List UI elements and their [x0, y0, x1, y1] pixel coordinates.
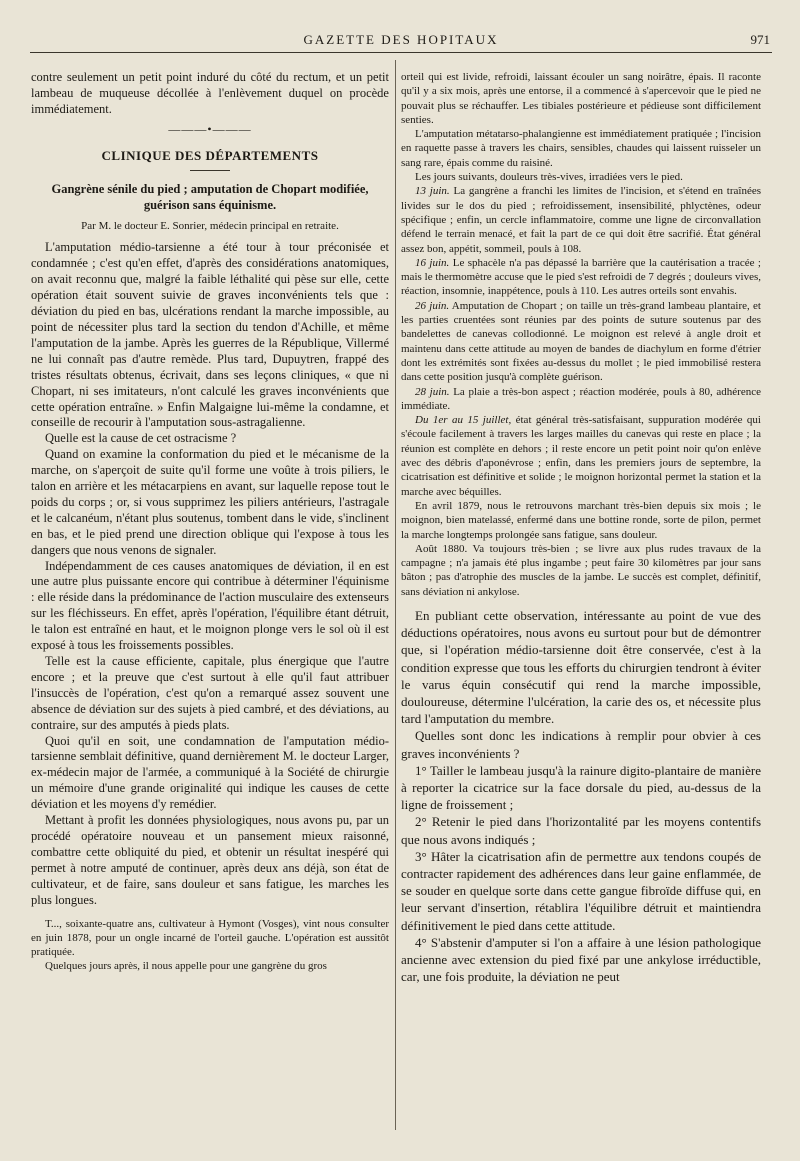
observation-paragraph	[401, 299, 761, 385]
body-paragraph: Quelle est la cause de cet ostracisme ?	[45, 431, 237, 446]
observation-date: 26 juin.	[415, 299, 450, 312]
body-paragraph: Indépendamment de ces causes anatomiques de déviation, il en est une autre plus puissante encore qui contribue à déterminer l'équinisme : elle réside dans la prédominance de l'action musculaire des extenseurs sur les fléchisseurs. En effet, après l'opération, l'équilibre étant détruit, le talon est entraîné en haut, et le moignon plonge vers le sol où il est exposé à tous les froissements possibles.	[31, 558, 389, 653]
observation-paragraph: Août 1880. Va toujours très-bien ; se livre aux plus rudes travaux de la campagne ; n'a jamais été plus ingambe ; peut faire 30 kilomètres par jour sans bâton ; pas d'atrophie des muscles de la jambe. Le succès est complet, définitif, sans déviation ni ankylose.	[401, 542, 761, 598]
observation-date: Du 1er au 15 juillet,	[415, 414, 512, 427]
observation-paragraph	[401, 413, 761, 499]
observation-paragraph	[401, 256, 761, 299]
indication-item: 4° S'abstenir d'amputer si l'on a affaire à une lésion pathologique ancienne avec extension du pied fixé par une ankylose irréductible, car, une fois produite, la déviation ne peut	[401, 934, 761, 985]
observation-date: 13 juin.	[415, 185, 450, 198]
observation-text: Le sphacèle n'a pas dépassé la barrière que la cautérisation a tracée ; mais le thermomètre accuse que le pied s'est refroidi de 7 degrés ; douleurs vives, réaction, insomnie, inappétence, pouls à 110. Les autres orteils sont envahis.	[401, 256, 761, 298]
page-header	[30, 30, 772, 53]
section-ornament: ———•———	[168, 121, 252, 136]
observation-date: 28 juin.	[415, 385, 450, 398]
left-column	[31, 70, 389, 974]
observation-date: 16 juin.	[415, 256, 450, 269]
intro-paragraph: contre seulement un petit point induré du côté du rectum, et un petit lambeau de muqueuse décollée à l'enlèvement duquel on procède immédiatement.	[31, 70, 389, 116]
indication-item: 3° Hâter la cicatrisation afin de permettre aux tendons coupés de contracter rapidement des adhérences dans leur gaine enflammée, de se souder en quelque sorte dans cette gangue fibroïde diffuse qui, en leur servant d'insertion, rétablira l'équilibre détruit et maintiendra définitivement le pied dans cette attitude.	[401, 848, 761, 933]
body-paragraph: En publiant cette observation, intéressante au point de vue des déductions opératoires, nous avons eu surtout pour but de démontrer que, si l'opération médio-tarsienne doit être conservée, c'est à la condition expresse que tous les efforts du chirurgien tendront à éviter le varus équin consécutif qui rend la marche impossible, douloureuse, détermine l'ulcération, la carie des os, et nécessite plus tard l'amputation du membre.	[401, 607, 761, 727]
body-paragraph: Mettant à profit les données physiologiques, nous avons pu, par un procédé opératoire nouveau et un pansement mieux raisonné, combattre cette obliquité du pied, et obtenir un résultat inespéré qui permet à notre amputé de continuer, après deux ans déjà, son état de cultivateur, et de faire, sans douleur et sans fatigue, les marches les plus longues.	[31, 813, 389, 907]
column-divider	[395, 60, 396, 1130]
observation-paragraph: L'amputation métatarso-phalangienne est immédiatement pratiquée ; l'incision en raquette passe à travers les chairs, sensibles, chaudes qui laissent ruisseler un sang rare, épais comme du raisiné.	[401, 128, 761, 169]
observation-text: état général très-satisfaisant, suppuration modérée qui s'écoule facilement à travers les larges mailles du canevas qui reste en place ; la réunion est complète en dehors ; il reste encore un petit point noir qu'on enlève avec des débris d'aponévrose ; enfin, dans les premiers jours de septembre, la cicatrisation est définitive et solide ; le moignon horizontal permet la station et la marche avec béquilles.	[401, 414, 761, 498]
observation-paragraph	[401, 184, 761, 255]
section-rule	[190, 170, 230, 171]
observation-text: La gangrène a franchi les limites de l'incision, et s'étend en traînées livides sur le dos du pied ; refroidissement, insensibilité, phlyctènes, odeur spécifique ; enfin, un cercle inflammatoire, comme une ligne de circonvallation défend le terrain menacé, et fait la part de ce qui doit être sacrifié. État général assez bon, appétit, sommeil, pouls à 108.	[401, 185, 761, 255]
body-paragraph: L'amputation médio-tarsienne a été tour à tour préconisée et condamnée ; c'est qu'en effet, d'après des considérations anatomiques, on avait reconnu que, malgré la faible léthalité qui pèse sur elle, cette opération était souvent suivie de graves inconvénients tels que : déviation du pied en bas, ulcérations rendant la marche impossible, au point de nécessiter plus tard la section du tendon d'Achille, et même l'amputation de la jambe. Après les guerres de la République, Villermé ne lui connaît pas d'autre remède. Plus tard, Dupuytren, frappé des tristes résultats obtenus, écrivait, dans ses leçons cliniques, « que ni Chopart, ni ses imitateurs, n'ont calculé les graves inconvénients que cette opération entraîne. » Enfin Malgaigne lui-même la condamne, et conseille de recourir à l'amputation sous-astragalienne.	[31, 240, 389, 430]
observation-text: Amputation de Chopart ; on taille un très-grand lambeau plantaire, et les parties cruentées sont réunies par des points de suture soutenus par des bandelettes de canevas collodionné. Le moignon est relevé à angle droit et maintenu dans cette attitude au moyen de bandes de diachylum en forme d'étrier dont les extrémités sont fixées au-dessus du mollet ; le pied immobilisé restera dans cette position jusqu'à complète guérison.	[401, 299, 761, 384]
indication-item: 2° Retenir le pied dans l'horizontalité par les moyens contentifs que nous avons indiqués ;	[401, 814, 761, 847]
observation-paragraph: Quelques jours après, il nous appelle pour une gangrène du gros	[45, 960, 327, 973]
journal-title: GAZETTE DES HOPITAUX	[303, 32, 499, 47]
section-title: CLINIQUE DES DÉPARTEMENTS	[101, 147, 319, 163]
observation-text: La plaie a très-bon aspect ; réaction modérée, pouls à 80, adhérence immédiate.	[401, 385, 761, 412]
observation-paragraph	[401, 385, 761, 414]
article-byline: Par M. le docteur E. Sonrier, médecin principal en retraite.	[81, 219, 339, 232]
article-title: Gangrène sénile du pied ; amputation de Chopart modifiée, guérison sans équinisme.	[51, 181, 369, 212]
observation-paragraph: orteil qui est livide, refroidi, laissant écouler un sang noirâtre, épais. Il raconte qu'il y a six mois, après une entorse, il a commencé à s'apercevoir que le pied ne pouvait plus se réchauffer. Les tibiales postérieure et pédieuse sont difficilement senties.	[401, 71, 761, 126]
right-column	[401, 70, 761, 985]
observation-paragraph: T..., soixante-quatre ans, cultivateur à Hymont (Vosges), vint nous consulter en juin 1878, pour un ongle incarné de l'orteil gauche. L'opération est aussitôt pratiquée.	[31, 917, 389, 959]
body-paragraph: Quelles sont donc les indications à remplir pour obvier à ces graves inconvénients ?	[401, 728, 761, 761]
observation-paragraph: En avril 1879, nous le retrouvons marchant très-bien depuis six mois ; le moignon, bien matelassé, enfermé dans une bottine ronde, sorte de pilon, permet la marche longtemps prolongée sans fatigue, sans douleur.	[401, 499, 761, 541]
body-paragraph: Quand on examine la conformation du pied et le mécanisme de la marche, on s'aperçoit de suite qu'il forme une voûte à trois piliers, le talon en arrière et les métacarpiens en avant, sur laquelle repose tout le poids du corps ; or, si vous supprimez les piliers antérieurs, l'astragale et le calcanéum, n'étant plus soutenus, tombent dans le vide, s'inclinent en bas, et le pied prend une direction oblique qui l'expose à tous les dangers que nous venons de signaler.	[31, 447, 389, 557]
observation-paragraph: Les jours suivants, douleurs très-vives, irradiées vers le pied.	[415, 171, 683, 184]
body-paragraph: Telle est la cause efficiente, capitale, plus énergique que l'autre encore ; et la preuve que c'est surtout à elle qu'il faut attribuer l'insuccès de l'opération, c'est qu'on a remarqué assez souvent une absence de déviation sur des sujets à pied cambré, et des déviations, au contraire, sur des amputés à pieds plats.	[31, 654, 389, 732]
body-paragraph: Quoi qu'il en soit, une condamnation de l'amputation médio-tarsienne semblait définitive, quand dernièrement M. le docteur Larger, ex-médecin major de l'armée, a communiqué à la Société de chirurgie un mémoire d'une grande originalité qui indique les causes de cette déviation et les moyens d'y remédier.	[31, 733, 389, 812]
indication-item: 1° Tailler le lambeau jusqu'à la rainure digito-plantaire de manière à reporter la cicatrice sur la face dorsale du pied, au-dessus de la ligne de froissement ;	[401, 762, 761, 813]
page-number: 971	[750, 32, 770, 47]
